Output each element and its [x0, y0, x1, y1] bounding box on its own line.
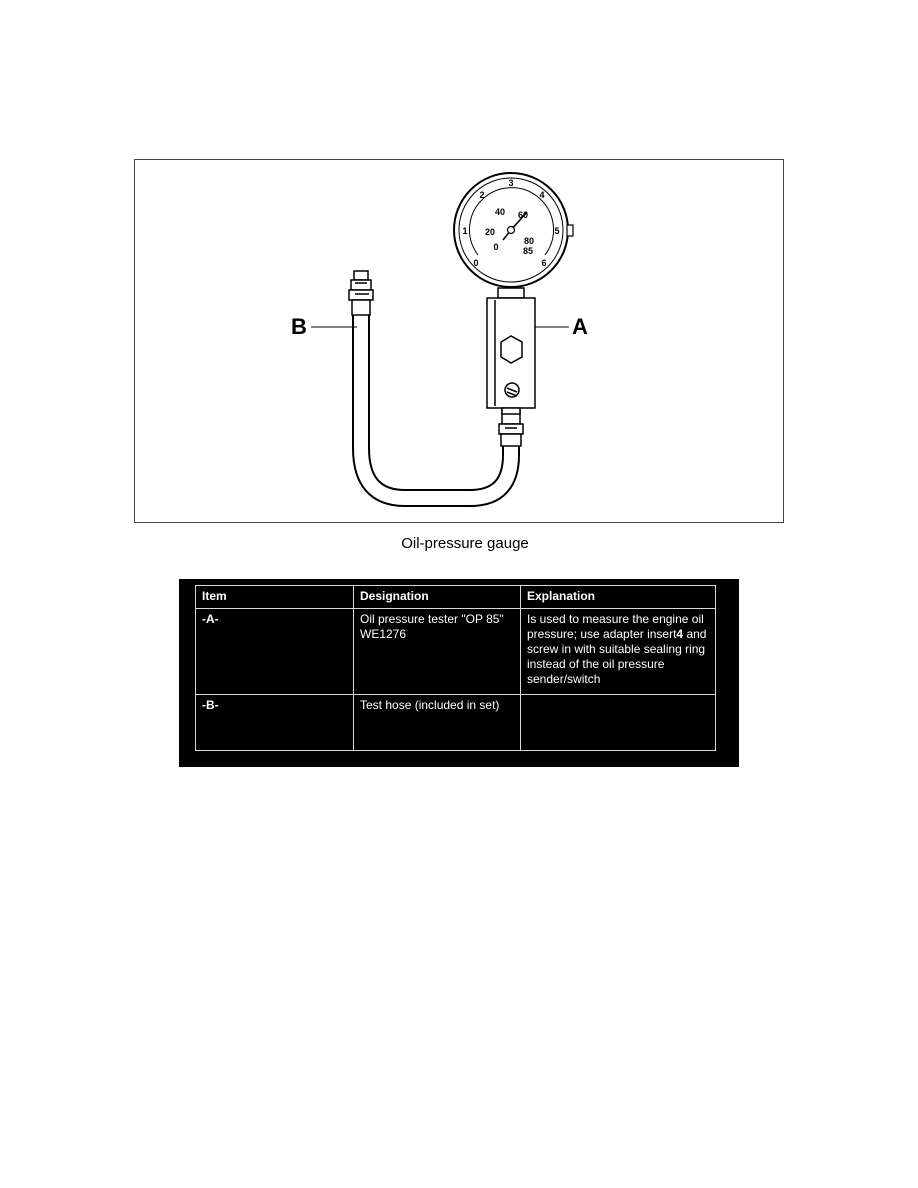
pressure-gauge-dial	[454, 173, 573, 287]
cell-designation: Test hose (included in set)	[354, 695, 521, 751]
callout-b-label: B	[291, 314, 307, 339]
gauge-outer-tick-label: 4	[539, 190, 545, 200]
oil-pressure-gauge-illustration	[135, 160, 785, 524]
table-row	[196, 695, 716, 751]
figure-frame	[134, 159, 784, 523]
figure-caption: Oil-pressure gauge	[401, 535, 529, 552]
spec-table	[195, 585, 716, 751]
gauge-outer-tick-label: 6	[541, 258, 547, 268]
table-row	[196, 609, 716, 695]
explanation-text: and screw in with suitable sealing ring instead of the oil pressure sender/switch	[527, 627, 707, 686]
gauge-inner-tick-label: 20	[484, 227, 496, 237]
column-header-explanation: Explanation	[521, 586, 716, 609]
cell-item: -B-	[196, 695, 354, 751]
gauge-outer-tick-label: 0	[473, 258, 479, 268]
explanation-emphasis: 4	[676, 627, 684, 641]
column-header-item: Item	[196, 586, 354, 609]
table-header-row	[196, 586, 716, 609]
spec-table-panel	[179, 579, 739, 767]
cell-item: -A-	[196, 609, 354, 695]
hose-end-fitting	[349, 271, 373, 315]
gauge-outer-tick-label: 3	[508, 178, 514, 188]
gauge-outer-tick-label: 2	[479, 190, 485, 200]
cell-designation: Oil pressure tester "OP 85" WE1276	[354, 609, 521, 695]
cell-explanation	[521, 695, 716, 751]
gauge-inner-tick-label: 40	[494, 207, 506, 217]
gauge-inner-tick-label: 85	[522, 246, 534, 256]
callout-a-label: A	[572, 314, 588, 339]
tester-body	[487, 288, 535, 414]
explanation-text: Is used to measure the engine oil pressure; use adapter insert	[527, 612, 704, 641]
gauge-outer-tick-label: 5	[554, 226, 560, 236]
gauge-inner-tick-label: 0	[493, 242, 499, 252]
cell-explanation	[521, 609, 716, 695]
gauge-outer-tick-label: 1	[462, 226, 468, 236]
column-header-designation: Designation	[354, 586, 521, 609]
gauge-inner-tick-label: 80	[523, 236, 535, 246]
gauge-inner-tick-label: 60	[517, 210, 529, 220]
